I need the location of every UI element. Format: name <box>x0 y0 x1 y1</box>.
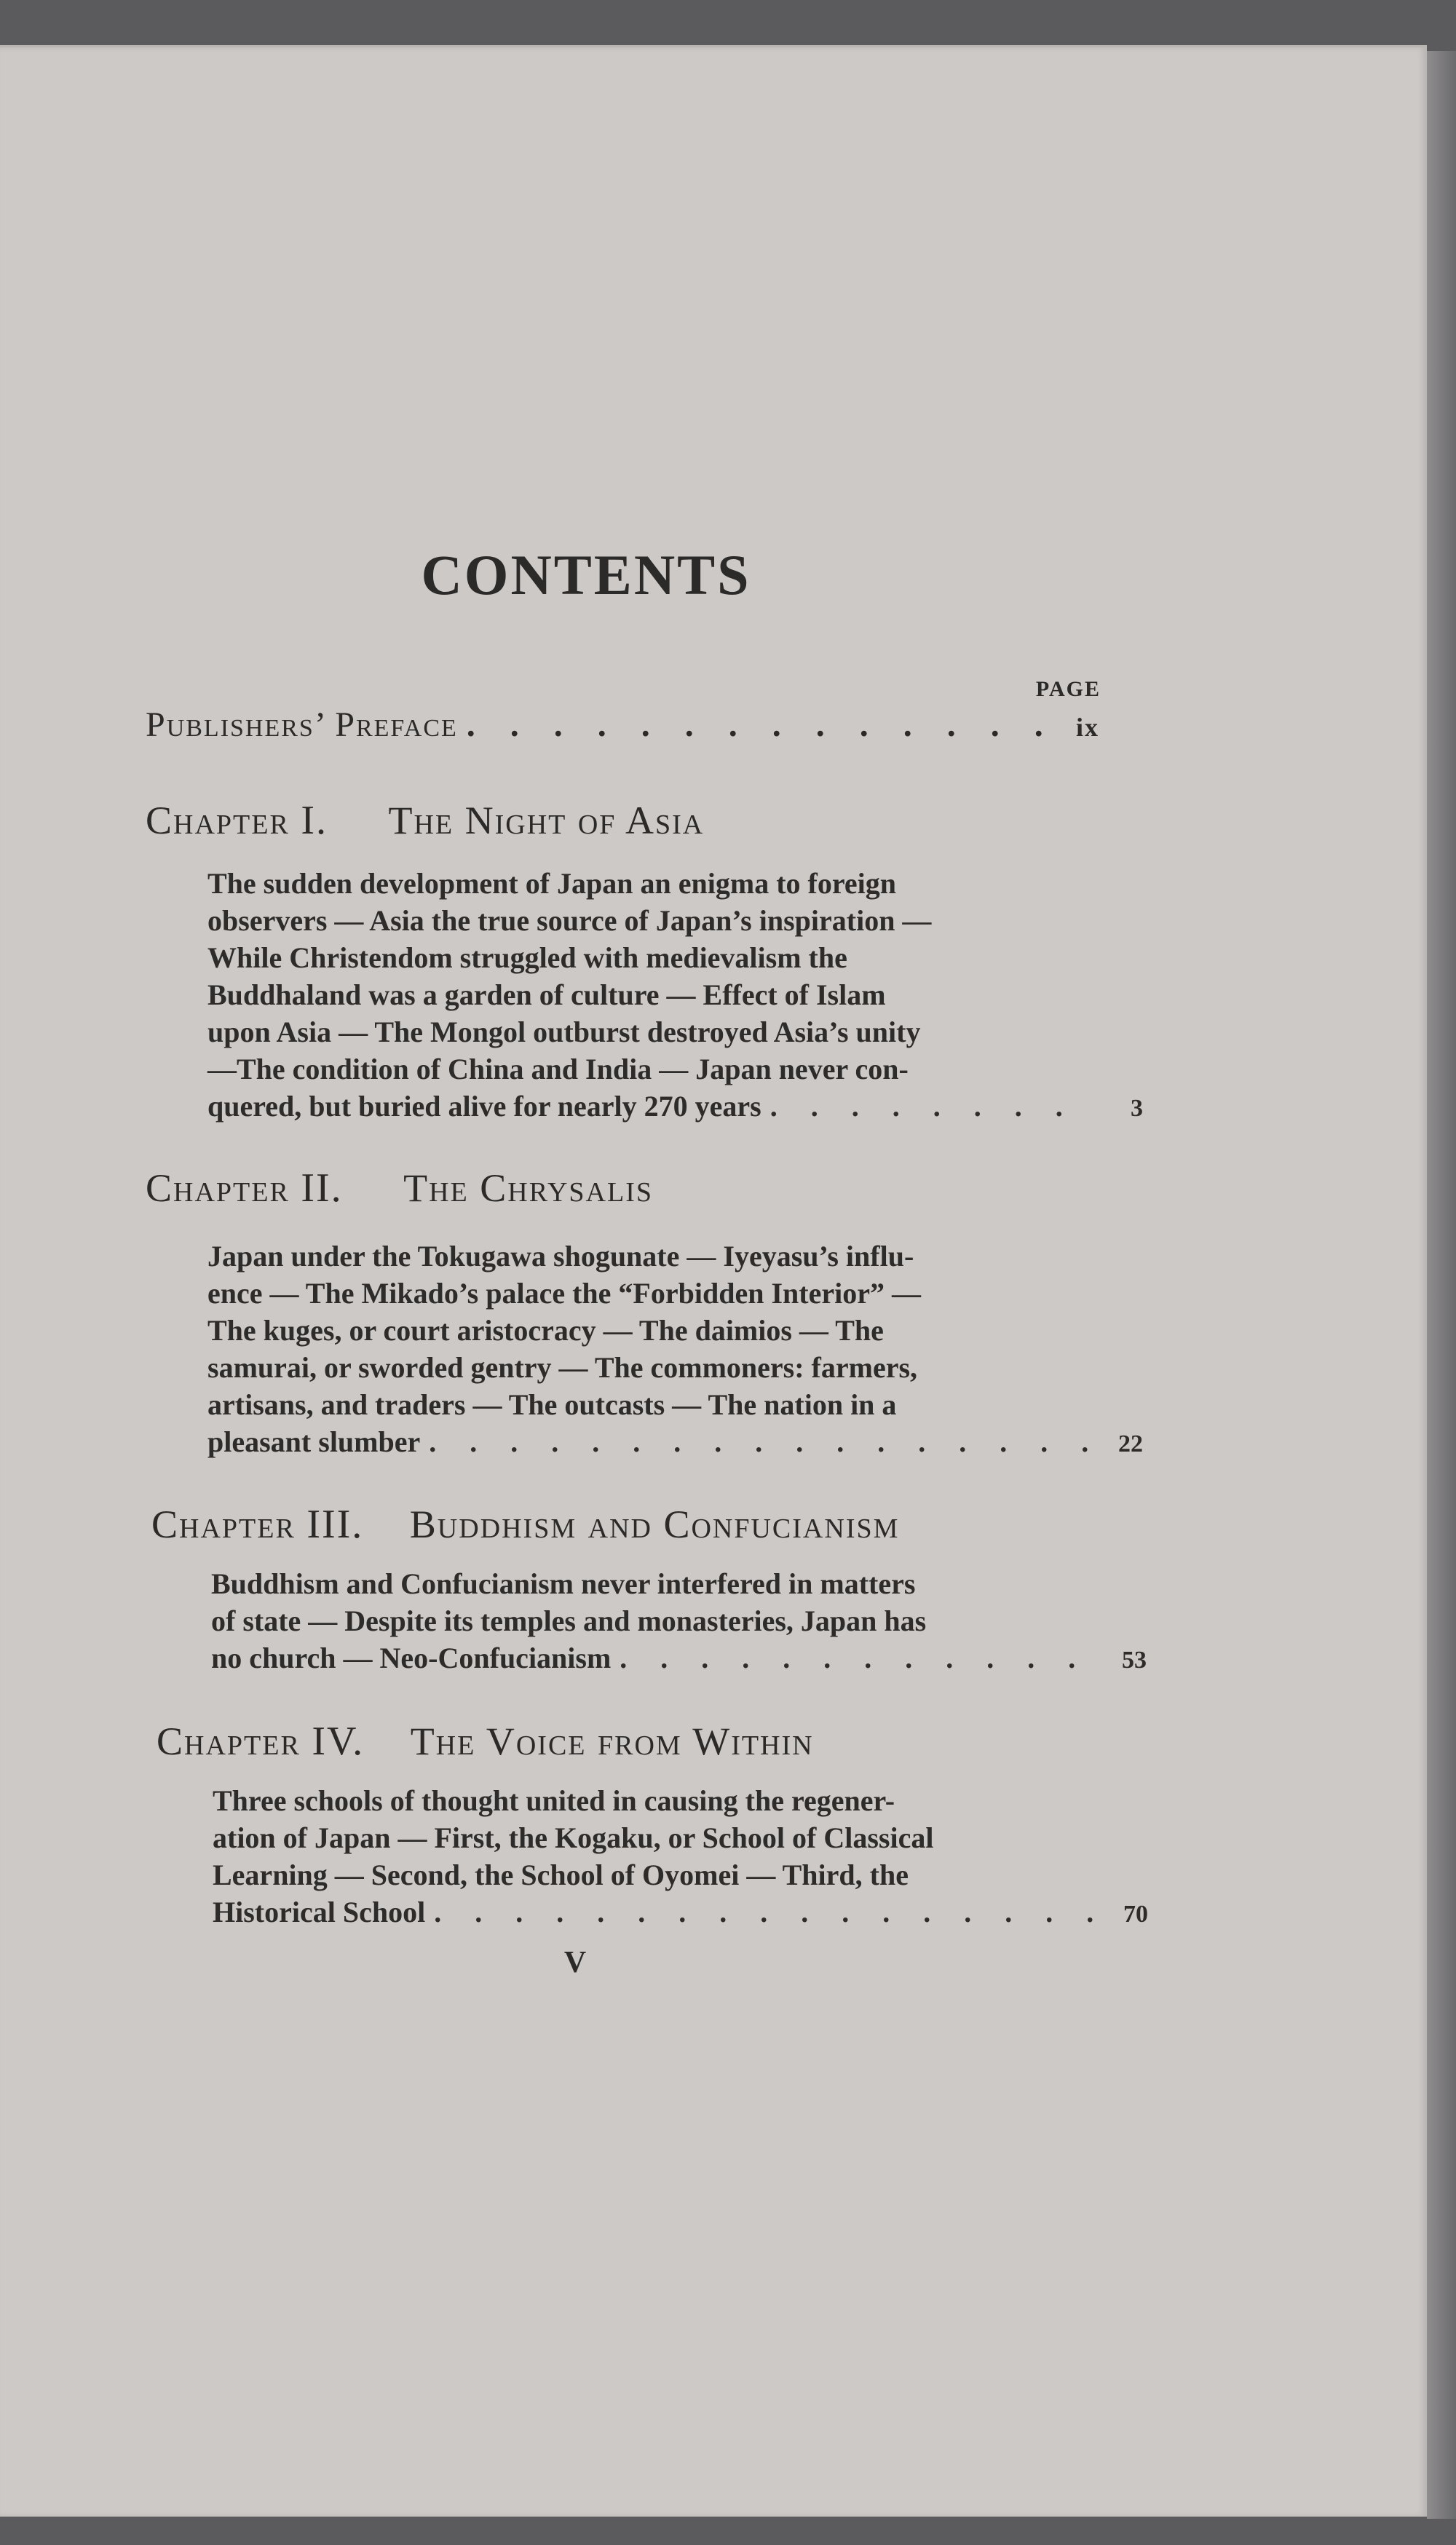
summary-line: —The condition of China and India — Japan never con- <box>207 1053 909 1085</box>
leader-dots <box>429 1423 1091 1460</box>
chapter-4-heading <box>157 1718 814 1765</box>
summary-line: of state — Despite its temples and monasteries, Japan has <box>211 1604 927 1637</box>
chapter-2-label: Chapter <box>146 1166 290 1210</box>
summary-line: Learning — Second, the School of Oyomei — Third, the <box>213 1859 909 1891</box>
summary-line: The sudden development of Japan an enigma to foreign <box>207 867 897 900</box>
summary-line: artisans, and traders — The outcasts — The nation in a <box>207 1388 897 1421</box>
preface-page-number: ix <box>1075 713 1099 742</box>
summary-line: The kuges, or court aristocracy — The daimios — The <box>207 1314 884 1347</box>
chapter-4-label: Chapter <box>157 1719 301 1763</box>
chapter-1-number: I. <box>301 798 328 843</box>
page-folio: V <box>563 1946 587 1979</box>
summary-last-line <box>213 1893 1148 1933</box>
chapter-1-page-number: 3 <box>1131 1095 1143 1122</box>
chapter-4-title: The Voice from Within <box>410 1719 814 1763</box>
summary-line: no church — Neo-Confucianism <box>211 1642 612 1674</box>
page-edge <box>1427 51 1456 2519</box>
summary-line: Three schools of thought united in causing the regener- <box>213 1784 895 1817</box>
chapter-3-page-number: 53 <box>1122 1647 1147 1674</box>
leader-dots <box>467 705 1067 745</box>
summary-last-line <box>207 1423 1143 1463</box>
chapter-2-title: The Chrysalis <box>403 1166 653 1210</box>
summary-line: Japan under the Tokugawa shogunate — Iyeyasu’s influ- <box>207 1240 914 1272</box>
page-title: CONTENTS <box>421 543 751 606</box>
summary-line: observers — Asia the true source of Japan’s inspiration — <box>207 904 932 937</box>
summary-line: While Christendom struggled with medievalism the <box>207 941 847 974</box>
chapter-4-page-number: 70 <box>1123 1901 1148 1928</box>
summary-line: samurai, or sworded gentry — The commoners: farmers, <box>207 1351 918 1384</box>
summary-line: quered, but buried alive for nearly 270 years <box>207 1090 761 1123</box>
chapter-3-number: III. <box>306 1502 364 1547</box>
leader-dots <box>620 1639 1094 1677</box>
summary-last-line <box>211 1639 1147 1679</box>
leader-dots <box>434 1893 1096 1931</box>
chapter-1-title: The Night of Asia <box>388 799 705 842</box>
chapter-4-summary <box>213 1782 1148 1933</box>
chapter-3-title: Buddhism and Confucianism <box>409 1503 900 1546</box>
chapter-2-summary <box>207 1238 1143 1463</box>
chapter-3-label: Chapter <box>151 1503 296 1546</box>
chapter-2-number: II. <box>301 1165 343 1211</box>
chapter-2-page-number: 22 <box>1118 1430 1143 1457</box>
leader-dots <box>770 1088 1091 1125</box>
chapter-3-heading <box>151 1501 899 1548</box>
chapter-1-label: Chapter <box>146 799 290 842</box>
summary-line: upon Asia — The Mongol outburst destroyed Asia’s unity <box>207 1016 921 1048</box>
chapter-1-summary <box>207 865 1143 1127</box>
chapter-1-heading <box>146 797 704 844</box>
summary-last-line <box>207 1088 1143 1127</box>
chapter-2-heading <box>146 1165 653 1211</box>
preface-label: Publishers’ Preface <box>146 705 458 744</box>
chapter-4-number: IV. <box>312 1719 365 1764</box>
toc-entry-preface <box>146 705 1099 745</box>
summary-line: ence — The Mikado’s palace the “Forbidden Interior” — <box>207 1277 921 1310</box>
summary-line: Buddhism and Confucianism never interfered in matters <box>211 1567 916 1600</box>
summary-line: Historical School <box>213 1896 426 1928</box>
summary-line: pleasant slumber <box>207 1425 421 1458</box>
chapter-3-summary <box>211 1565 1147 1679</box>
summary-line: Buddhaland was a garden of culture — Effect of Islam <box>207 978 886 1011</box>
summary-line: ation of Japan — First, the Kogaku, or School of Classical <box>213 1821 934 1854</box>
page-column-label: PAGE <box>1035 677 1101 701</box>
